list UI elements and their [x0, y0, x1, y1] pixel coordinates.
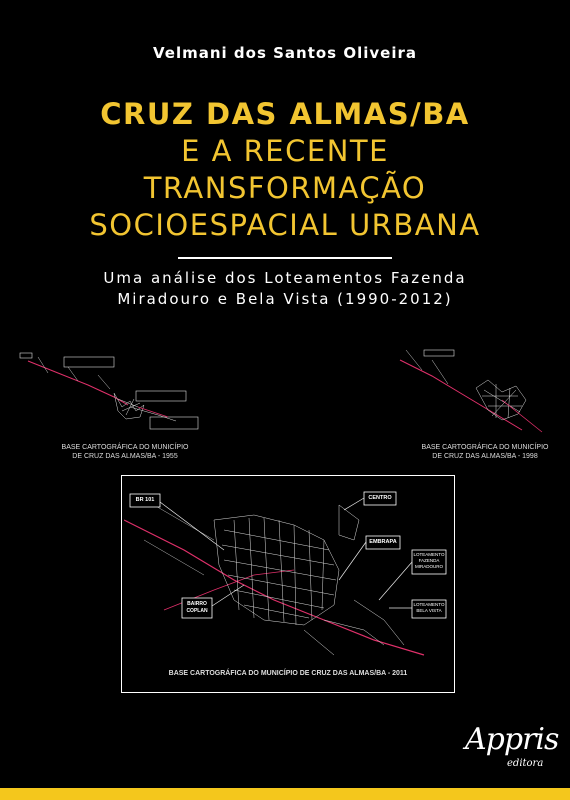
title-line-2: E A RECENTE	[181, 134, 389, 168]
label-miradouro-line-2: FAZENDA	[418, 558, 440, 563]
publisher-name: Appris	[465, 722, 559, 757]
map-1998-caption-line-1: BASE CARTOGRÁFICA DO MUNICÍPIO	[421, 444, 549, 451]
publisher-sub: editora	[507, 758, 544, 769]
map-1998	[392, 340, 562, 440]
book-subtitle	[0, 268, 570, 310]
label-coplan	[182, 601, 212, 615]
label-coplan-line-2: COPLAN	[186, 608, 208, 614]
label-miradouro-line-3: MIRADOURO	[415, 564, 443, 569]
label-embrapa: EMBRAPA	[369, 539, 397, 545]
label-miradouro	[412, 552, 446, 570]
label-br101: BR 101	[135, 497, 155, 503]
publisher-logo	[455, 722, 559, 772]
subtitle-line-1: Uma análise dos Loteamentos Fazenda	[103, 269, 467, 287]
title-line-4: SOCIOESPACIAL URBANA	[89, 208, 481, 242]
label-bela-vista	[412, 602, 446, 614]
label-centro: CENTRO	[368, 495, 392, 501]
label-bela-vista-line-1: LOTEAMENTO	[413, 602, 445, 607]
subtitle-line-2: Miradouro e Bela Vista (1990-2012)	[117, 290, 453, 308]
map-1998-caption	[400, 443, 570, 461]
book-title	[0, 96, 570, 244]
map-1955-caption-line-2: DE CRUZ DAS ALMAS/BA - 1955	[72, 453, 178, 460]
map-1998-caption-line-2: DE CRUZ DAS ALMAS/BA - 1998	[432, 453, 538, 460]
map-1955	[18, 345, 218, 440]
map-2011-caption: BASE CARTOGRÁFICA DO MUNICÍPIO DE CRUZ DAS ALMAS/BA - 2011	[168, 670, 408, 677]
title-line-1: CRUZ DAS ALMAS/BA	[100, 97, 470, 131]
map-2011	[124, 480, 452, 665]
map-1955-caption	[40, 443, 210, 461]
title-line-3: TRANSFORMAÇÃO	[143, 171, 427, 205]
author-name: Velmani dos Santos Oliveira	[153, 44, 417, 62]
label-coplan-line-1: BAIRRO	[187, 601, 207, 607]
title-divider	[178, 257, 392, 259]
map-1955-caption-line-1: BASE CARTOGRÁFICA DO MUNICÍPIO	[61, 444, 189, 451]
label-miradouro-line-1: LOTEAMENTO	[413, 552, 445, 557]
label-bela-vista-line-2: BELA VISTA	[416, 608, 442, 613]
bottom-yellow-bar	[0, 788, 570, 800]
